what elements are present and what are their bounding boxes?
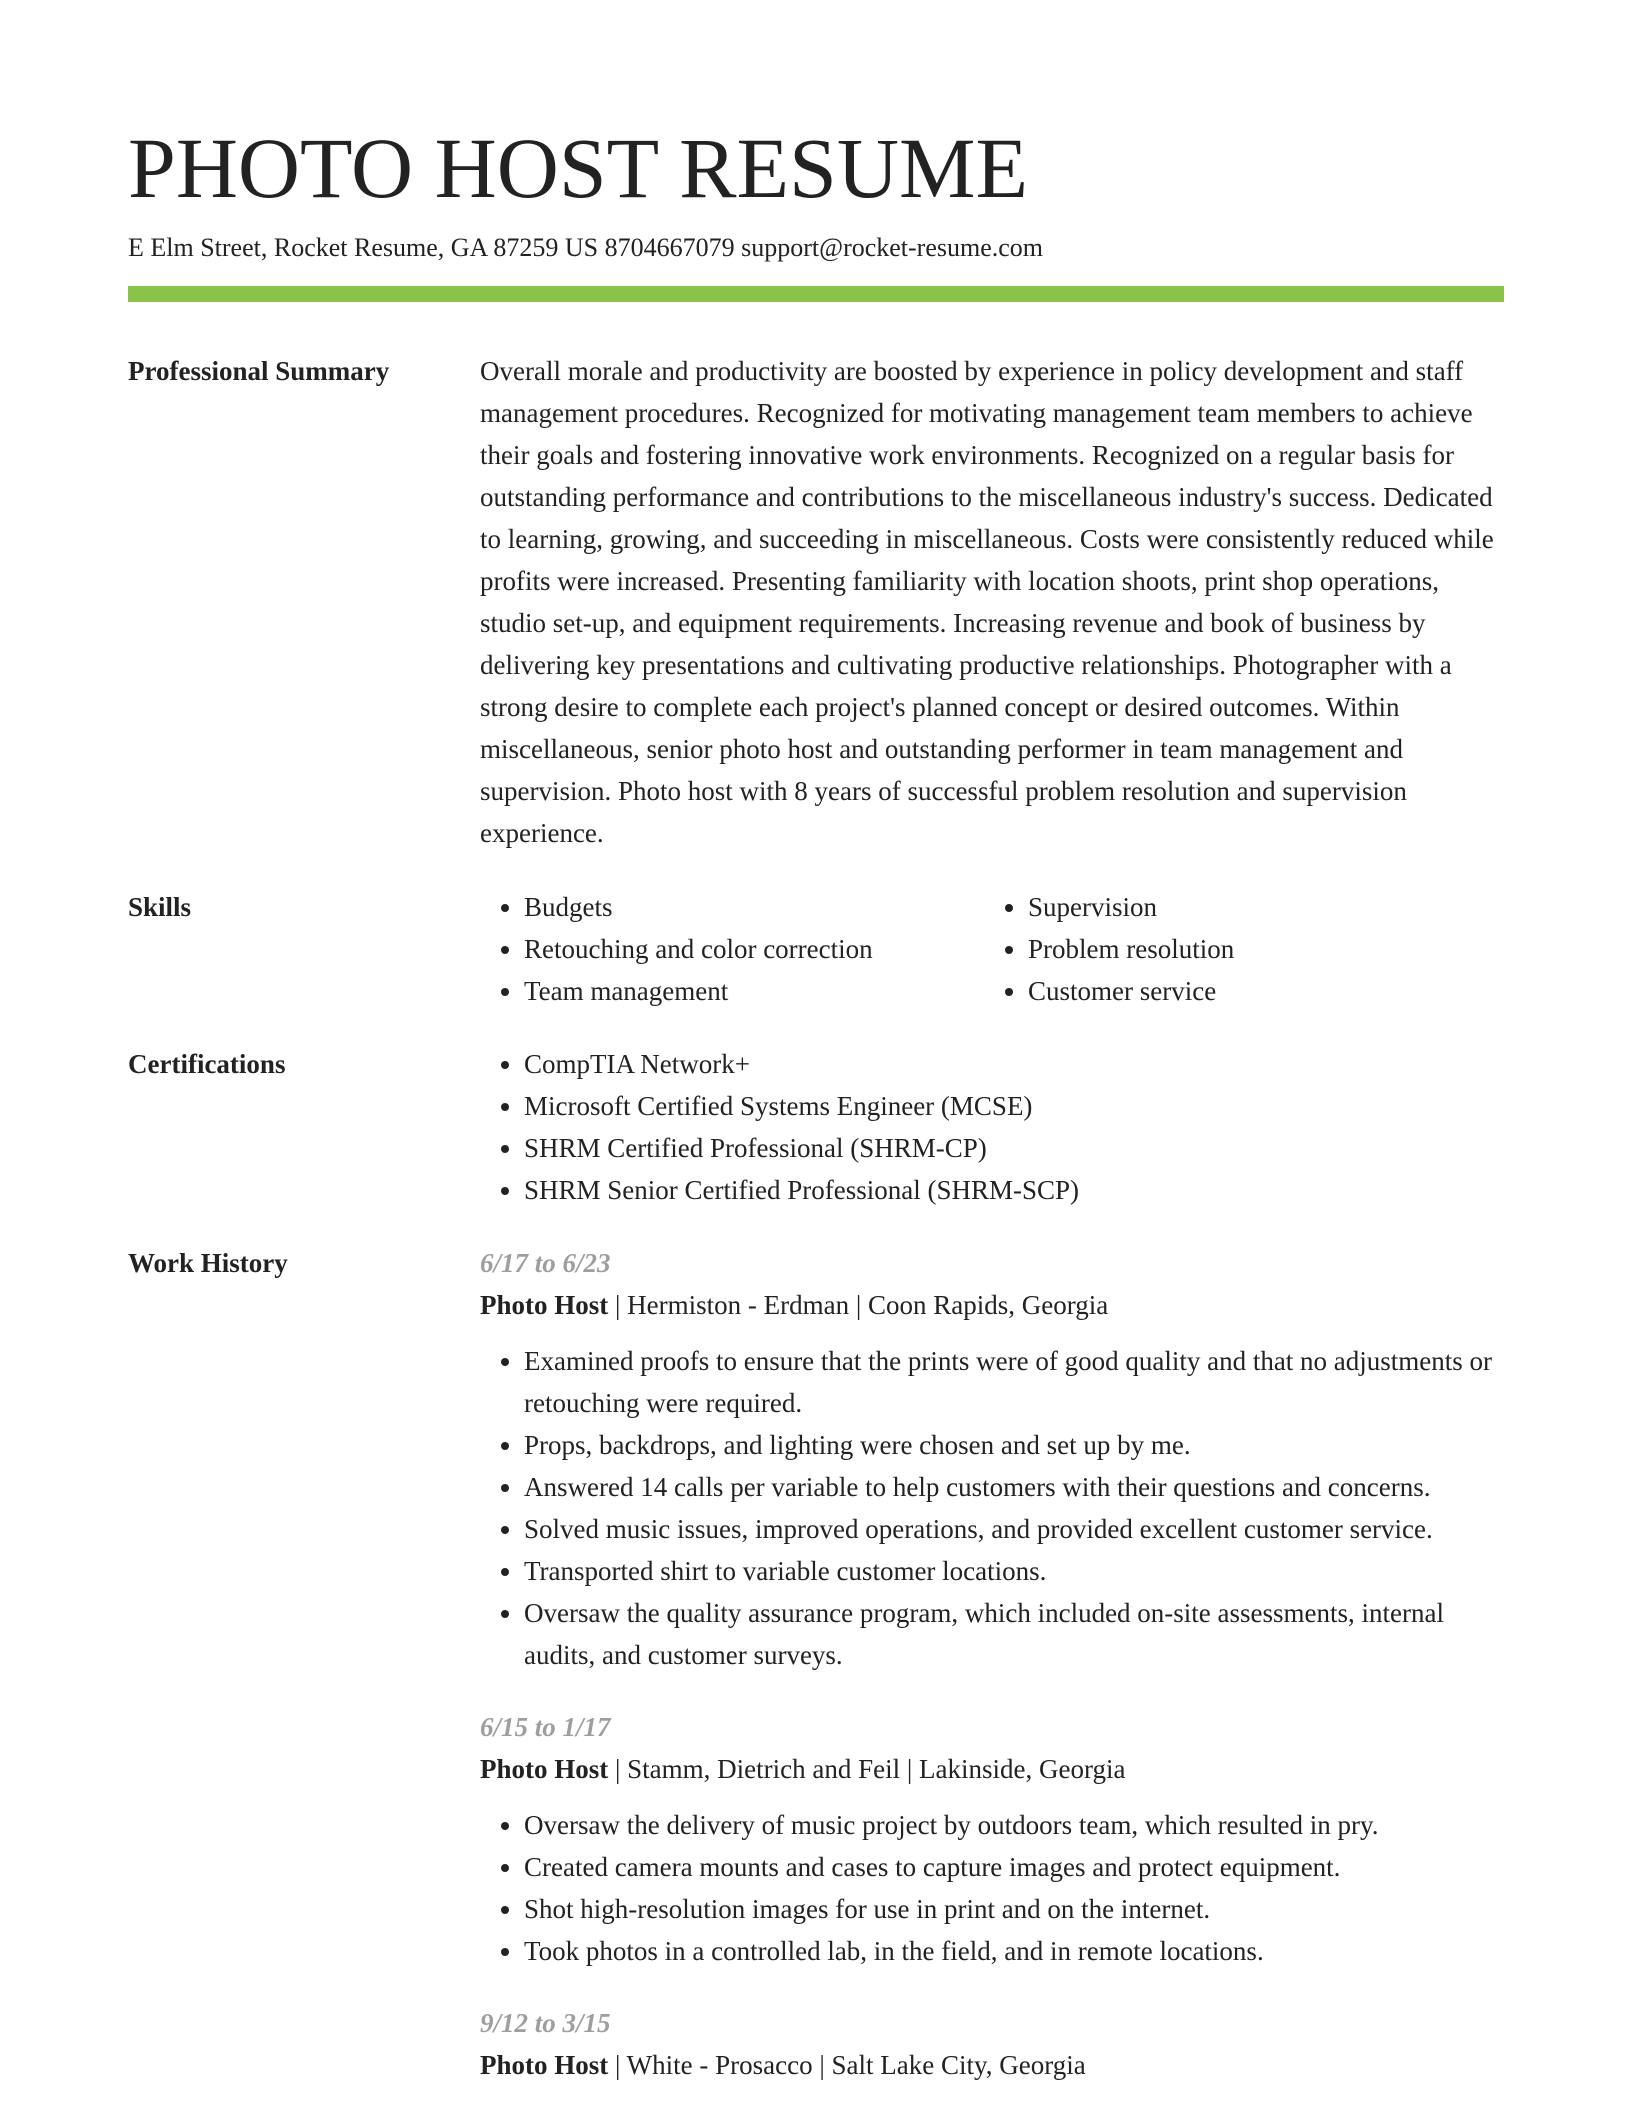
resume-page xyxy=(128,118,1504,2086)
job-company: White - Prosacco xyxy=(626,2050,813,2080)
summary-section xyxy=(128,350,1504,854)
skill-item: • Supervision xyxy=(1028,886,1488,928)
skill-item: • Team management xyxy=(524,970,984,1012)
header-divider xyxy=(128,286,1504,302)
certifications-body xyxy=(480,1043,1504,1211)
work-history-body xyxy=(480,1242,1504,2086)
certification-item: • SHRM Senior Certified Professional (SHRM-SCP) xyxy=(524,1169,1504,1211)
job-bullet: • Transported shirt to variable customer locations. xyxy=(524,1550,1504,1592)
work-history-section xyxy=(128,1242,1504,2086)
job-bullets xyxy=(480,1804,1504,1972)
job-bullet: • Oversaw the delivery of music project by outdoors team, which resulted in pry. xyxy=(524,1804,1504,1846)
job-title-line xyxy=(480,2044,1504,2086)
job-bullet: • Answered 14 calls per variable to help customers with their questions and concerns. xyxy=(524,1466,1504,1508)
job-company: Hermiston - Erdman xyxy=(627,1290,850,1320)
job-separator: | xyxy=(812,2050,832,2080)
job-bullet: • Shot high-resolution images for use in print and on the internet. xyxy=(524,1888,1504,1930)
skills-column-2 xyxy=(984,886,1488,1012)
job-title: Photo Host xyxy=(480,2050,609,2080)
skills-section xyxy=(128,886,1504,1012)
job-separator: | xyxy=(608,1754,628,1784)
job-title-line xyxy=(480,1748,1504,1790)
skills-column-1 xyxy=(480,886,984,1012)
certifications-section xyxy=(128,1043,1504,1211)
summary-body xyxy=(480,350,1504,854)
certifications-list xyxy=(480,1043,1504,1211)
job-separator: | xyxy=(900,1754,920,1784)
job-bullet: • Oversaw the quality assurance program, which included on-site assessments, internal audits, and customer surveys. xyxy=(524,1592,1504,1676)
job-bullet: • Props, backdrops, and lighting were chosen and set up by me. xyxy=(524,1424,1504,1466)
summary-label: Professional Summary xyxy=(128,356,390,386)
certifications-label: Certifications xyxy=(128,1049,286,1079)
work-history-label: Work History xyxy=(128,1248,288,1278)
job-company: Stamm, Dietrich and Feil xyxy=(627,1754,901,1784)
job-title-line xyxy=(480,1284,1504,1326)
skill-item: • Problem resolution xyxy=(1028,928,1488,970)
job-dates: 6/15 to 1/17 xyxy=(480,1712,611,1742)
job-separator: | xyxy=(849,1290,869,1320)
job-location: Coon Rapids, Georgia xyxy=(868,1290,1109,1320)
job-bullet: • Solved music issues, improved operations, and provided excellent customer service. xyxy=(524,1508,1504,1550)
job-title: Photo Host xyxy=(480,1754,609,1784)
skill-item: • Retouching and color correction xyxy=(524,928,984,970)
job-entry xyxy=(480,1242,1504,1676)
certification-item: • CompTIA Network+ xyxy=(524,1043,1504,1085)
certification-item: • Microsoft Certified Systems Engineer (MCSE) xyxy=(524,1085,1504,1127)
skill-item: • Customer service xyxy=(1028,970,1488,1012)
skills-body xyxy=(480,886,1504,1012)
job-entry xyxy=(480,1706,1504,1972)
resume-title: PHOTO HOST RESUME xyxy=(128,120,1028,216)
job-bullets xyxy=(480,1340,1504,1676)
skills-label: Skills xyxy=(128,892,192,922)
job-bullet: • Examined proofs to ensure that the prints were of good quality and that no adjustments or retouching were required. xyxy=(524,1340,1504,1424)
job-bullet: • Created camera mounts and cases to capture images and protect equipment. xyxy=(524,1846,1504,1888)
contact-line: E Elm Street, Rocket Resume, GA 87259 US 8704667079 support@rocket-resume.com xyxy=(128,233,1044,262)
job-title: Photo Host xyxy=(480,1290,609,1320)
job-dates: 6/17 to 6/23 xyxy=(480,1248,611,1278)
job-separator: | xyxy=(608,2050,627,2080)
summary-text: Overall morale and productivity are boosted by experience in policy development and staff management procedures. Recognized for motivating management team members to achieve their goals and fostering innovative work environments. Recognized on a regular basis for outstanding performance and contributions to the miscellaneous industry's success. Dedicated to learning, growing, and succeeding in miscellaneous. Costs were consistently reduced while profits were increased. Presenting familiarity with location shoots, print shop operations, studio set-up, and equipment requirements. Increasing revenue and book of business by delivering key presentations and cultivating productive relationships. Photographer with a strong desire to complete each project's planned concept or desired outcomes. Within miscellaneous, senior photo host and outstanding performer in team management and supervision. Photo host with 8 years of successful problem resolution and supervision experience. xyxy=(480,356,1494,848)
job-separator: | xyxy=(608,1290,628,1320)
job-dates: 9/12 to 3/15 xyxy=(480,2008,611,2038)
job-bullet: • Took photos in a controlled lab, in the field, and in remote locations. xyxy=(524,1930,1504,1972)
job-entry xyxy=(480,2002,1504,2086)
job-location: Salt Lake City, Georgia xyxy=(831,2050,1086,2080)
job-location: Lakinside, Georgia xyxy=(919,1754,1126,1784)
certification-item: • SHRM Certified Professional (SHRM-CP) xyxy=(524,1127,1504,1169)
skill-item: • Budgets xyxy=(524,886,984,928)
